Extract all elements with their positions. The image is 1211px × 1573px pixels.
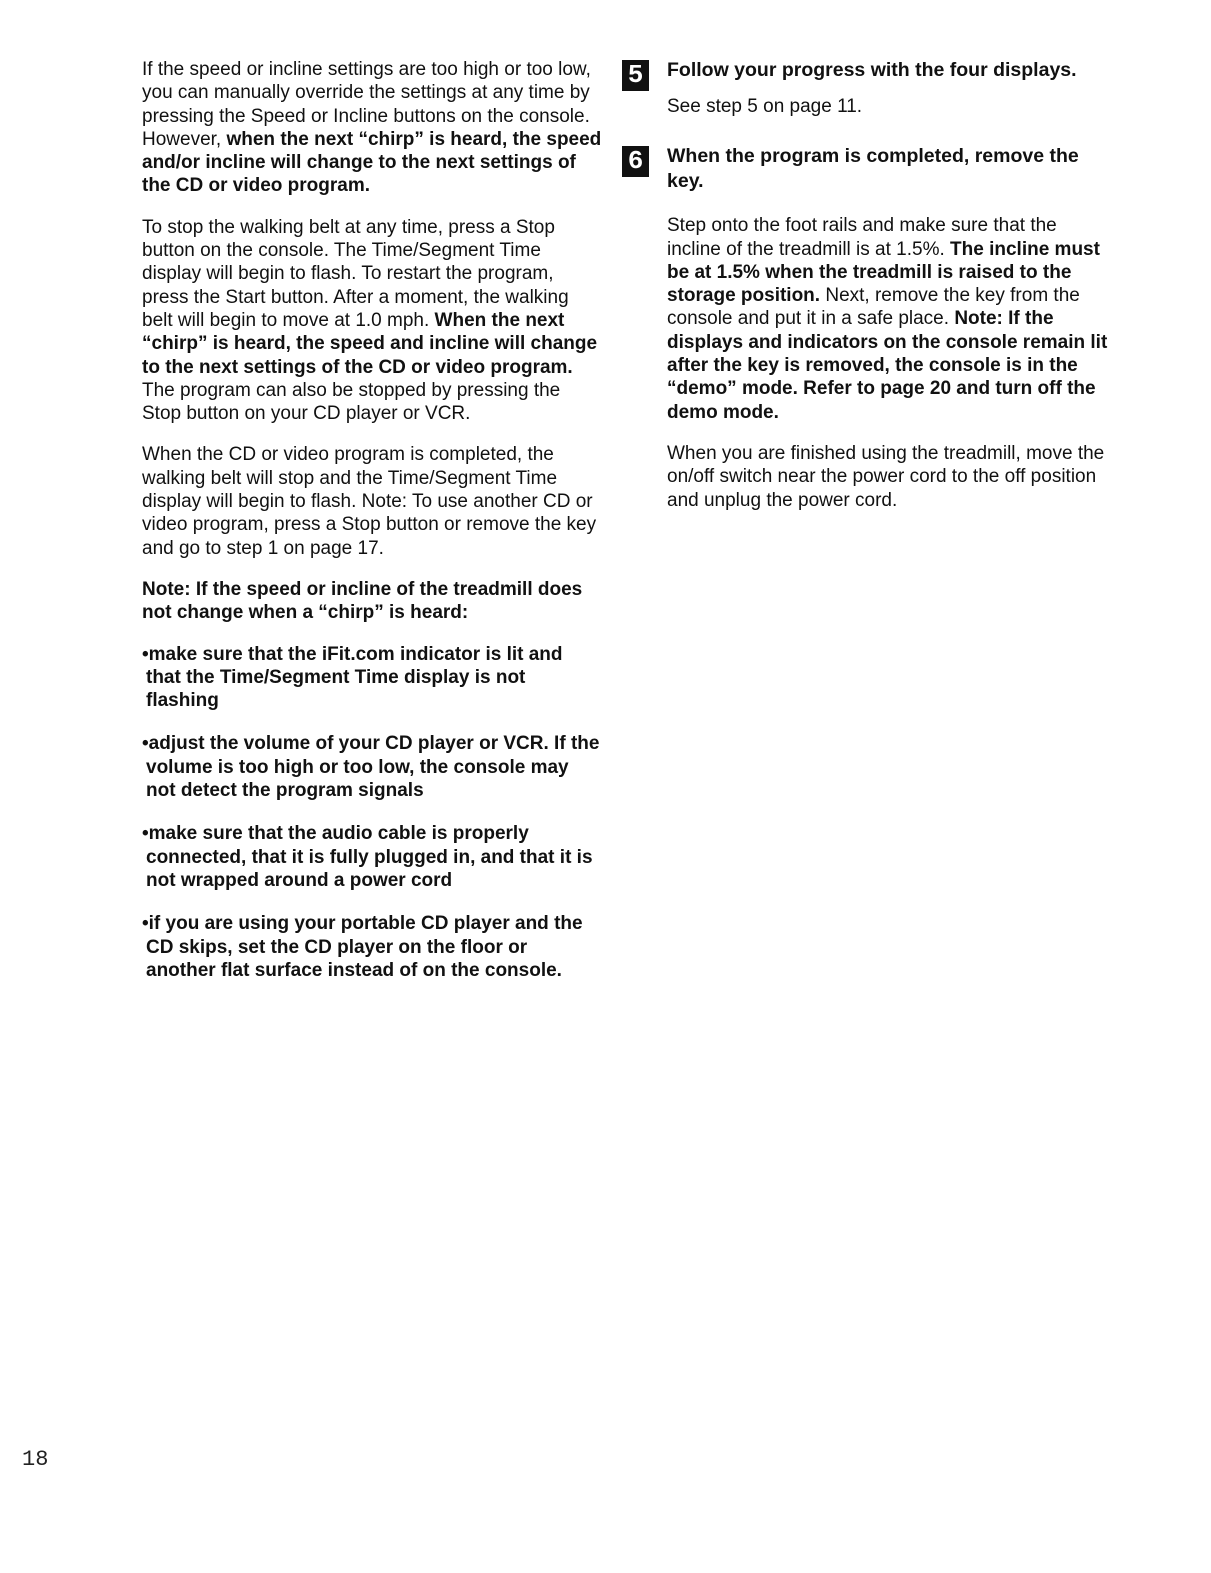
step-number-badge: 6 xyxy=(622,146,649,177)
stop-belt-text-end: The program can also be stopped by pressing the Stop button on your CD player or VCR. xyxy=(142,379,561,425)
step-6-finish-paragraph: When you are finished using the treadmill, move the on/off switch near the power cord to the off position and unplug the power cord. xyxy=(667,442,1105,511)
program-completed-paragraph: When the CD or video program is completed, the walking belt will stop and the Time/Segment Time display will begin to flash. Note: To use another CD or video program, press a Stop button or remove the key and go to step 1 on page 17. xyxy=(142,444,597,559)
bullet-text: make sure that the audio cable is properly connected, that it is fully plugged in, and that it is not wrapped around a power cord xyxy=(146,823,593,891)
step-5 xyxy=(622,58,1112,118)
step-6-heading xyxy=(622,144,1112,194)
list-item xyxy=(142,822,602,892)
left-column xyxy=(142,58,602,1002)
step-5-heading xyxy=(622,58,1112,90)
step-6-note-bold-text: Note: If the displays and indicators on the console remain lit after the key is removed, the console is in the “demo” mode. Refer to page 20 and turn off the demo mode. xyxy=(667,308,1108,423)
bullet-icon: • xyxy=(142,643,149,665)
step-6-text-mid: Next, remove the key from the console and put it in a safe place. xyxy=(667,285,1080,330)
step-6 xyxy=(622,144,1112,512)
list-item xyxy=(142,732,602,802)
bullet-text: adjust the volume of your CD player or VCR. If the volume is too high or too low, the console may not detect the program signals xyxy=(146,733,600,802)
page-number: 18 xyxy=(22,1447,49,1472)
stop-belt-bold-text: When the next “chirp” is heard, the speed and incline will change to the next settings of the CD or video program. xyxy=(142,309,598,378)
override-paragraph xyxy=(142,58,602,198)
list-item xyxy=(142,643,602,713)
step-5-heading-text: Follow your progress with the four displays. xyxy=(667,59,1077,81)
stop-belt-text: To stop the walking belt at any time, press a Stop button on the console. The Time/Segment Time display will begin to flash. To restart the program, press the Start button. After a moment, the walking belt will begin to move at 1.0 mph. xyxy=(142,216,569,331)
override-bold-text: when the next “chirp” is heard, the speed and/or incline will change to the next settings of the CD or video program. xyxy=(142,128,602,197)
list-item xyxy=(142,912,602,982)
step-number-badge: 5 xyxy=(622,60,649,91)
step-6-body xyxy=(622,214,1112,424)
override-text: If the speed or incline settings are too high or too low, you can manually override the settings at any time by pressing the Speed or Incline buttons on the console. However, xyxy=(142,59,591,150)
bullet-icon: • xyxy=(142,913,149,935)
bullet-icon: • xyxy=(142,733,149,755)
step-6-text: Step onto the foot rails and make sure that the incline of the treadmill is at 1.5%. xyxy=(667,215,1057,260)
bullet-text: if you are using your portable CD player and the CD skips, set the CD player on the floor or another flat surface instead of on the console. xyxy=(146,913,583,981)
step-5-body: See step 5 on page 11. xyxy=(667,96,863,117)
bullet-icon: • xyxy=(142,823,149,845)
step-6-heading-text: When the program is completed, remove the key. xyxy=(667,145,1079,193)
note-heading: Note: If the speed or incline of the treadmill does not change when a “chirp” is heard: xyxy=(142,578,583,624)
stop-belt-paragraph xyxy=(142,216,602,426)
right-column xyxy=(622,58,1112,530)
bullet-text: make sure that the iFit.com indicator is lit and that the Time/Segment Time display is not flashing xyxy=(146,643,563,712)
step-6-bold-text: The incline must be at 1.5% when the treadmill is raised to the storage position. xyxy=(667,238,1100,307)
